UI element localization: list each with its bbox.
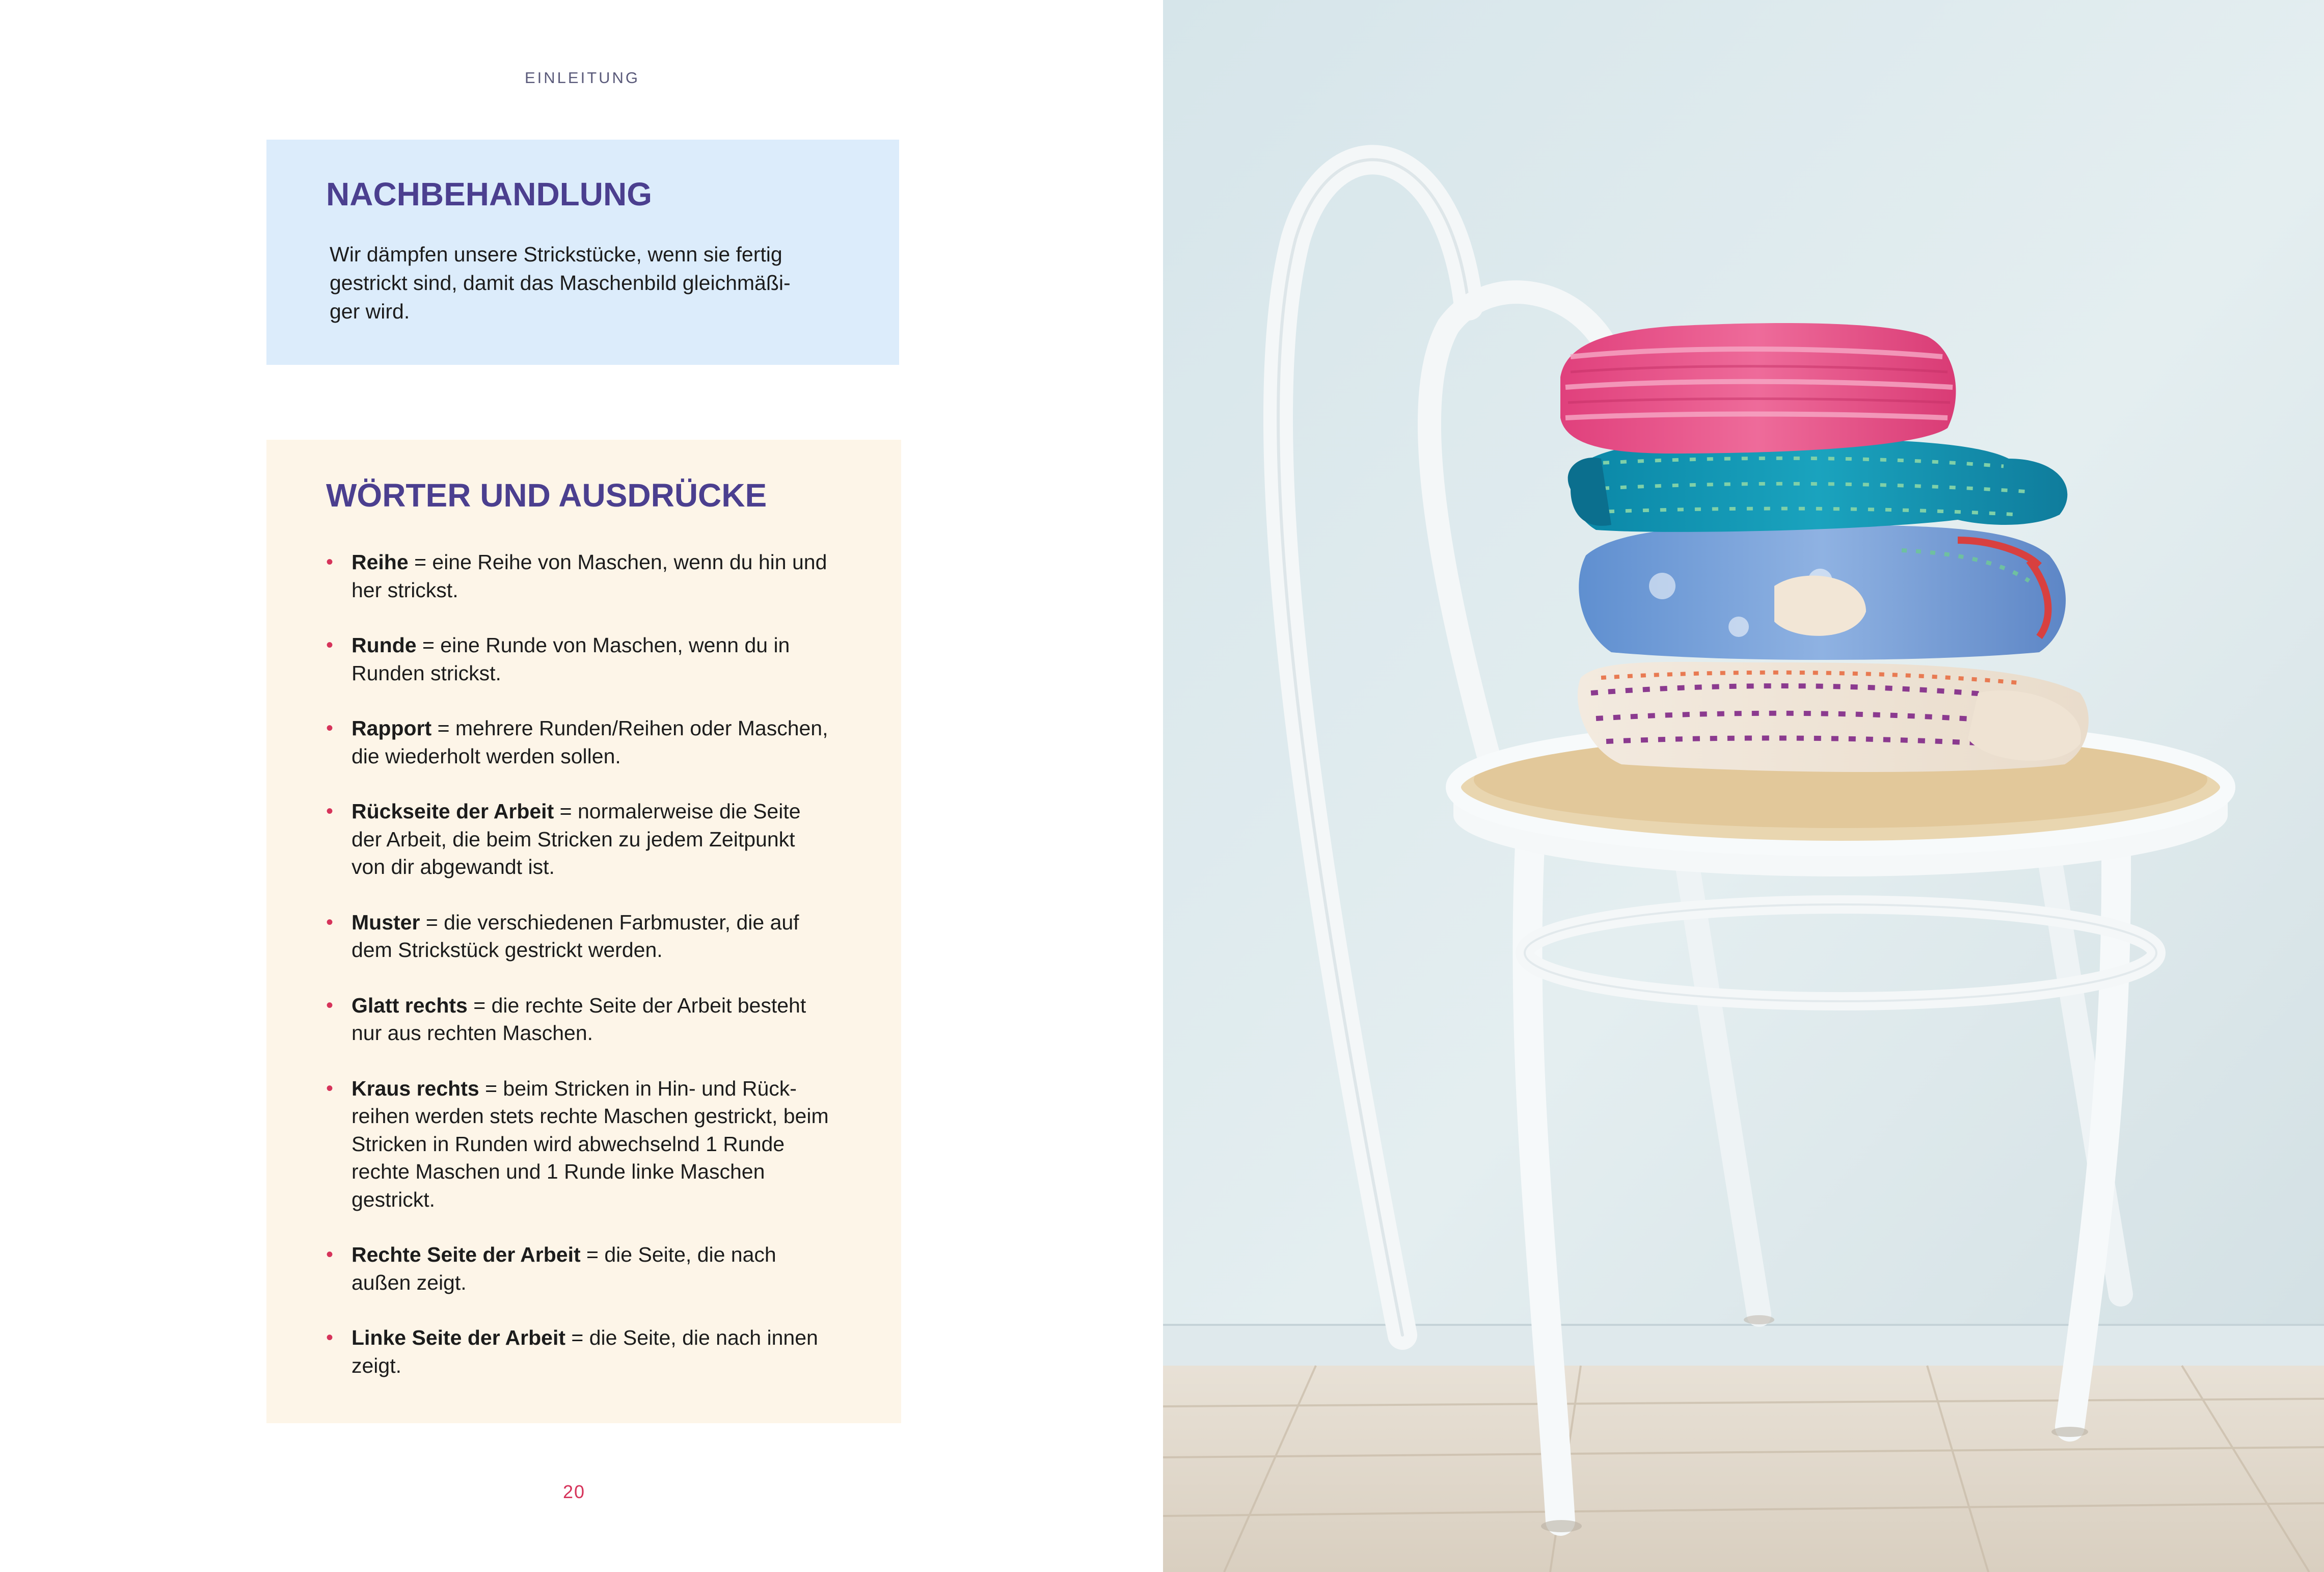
glossary-definition-line: = die Seite, die nach (586, 1243, 776, 1266)
glossary-item (326, 909, 846, 964)
aftercare-line: gestrickt sind, damit das Maschenbild gleichmäßi- (330, 271, 791, 295)
glossary-title: WÖRTER UND AUSDRÜCKE (326, 477, 767, 514)
glossary-definition-line: der Arbeit, die beim Stricken zu jedem Zeitpunkt (352, 827, 795, 851)
glossary-list (326, 548, 846, 1407)
glossary-term: Rapport (352, 716, 432, 740)
aftercare-line: ger wird. (330, 300, 410, 323)
glossary-definition-line: = normalerweise die Seite (559, 800, 801, 823)
glossary-term: Kraus rechts (352, 1076, 479, 1100)
aftercare-text (330, 240, 839, 326)
glossary-definition-line: = eine Reihe von Maschen, wenn du hin und (414, 550, 827, 574)
glossary-term: Linke Seite der Arbeit (352, 1326, 565, 1349)
glossary-definition-line: = die rechte Seite der Arbeit besteht (473, 993, 806, 1017)
glossary-item (326, 714, 846, 770)
photo-illustration (1163, 0, 2324, 1572)
glossary-definition-line: her strickst. (352, 578, 458, 602)
aftercare-box (266, 140, 899, 365)
glossary-definition-line: gestrickt. (352, 1187, 436, 1211)
glossary-definition-line: dem Strickstück gestrickt werden. (352, 938, 663, 962)
glossary-term: Rückseite der Arbeit (352, 800, 554, 823)
glossary-term: Muster (352, 910, 420, 934)
glossary-definition-line: außen zeigt. (352, 1270, 467, 1294)
page-number: 20 (563, 1481, 586, 1502)
glossary-definition-line: rechte Maschen und 1 Runde linke Maschen (352, 1160, 765, 1183)
glossary-item (326, 631, 846, 687)
bullet-icon: • (326, 551, 334, 573)
aftercare-line: Wir dämpfen unsere Strickstücke, wenn sie fertig (330, 243, 782, 266)
glossary-item (326, 797, 846, 881)
glossary-item (326, 992, 846, 1047)
glossary-definition-line: = die Seite, die nach innen (571, 1326, 818, 1349)
glossary-term: Rechte Seite der Arbeit (352, 1243, 581, 1266)
running-head: EINLEITUNG (525, 69, 640, 87)
glossary-definition-line: von dir abgewandt ist. (352, 855, 555, 878)
glossary-item (326, 1324, 846, 1379)
bullet-icon: • (326, 634, 334, 656)
bullet-icon: • (326, 1243, 334, 1266)
glossary-term: Glatt rechts (352, 993, 468, 1017)
bullet-icon: • (326, 994, 334, 1017)
photo-knitwear-on-chair (1163, 0, 2324, 1572)
glossary-definition-line: = beim Stricken in Hin- und Rück- (485, 1076, 797, 1100)
glossary-item (326, 1241, 846, 1296)
bullet-icon: • (326, 1077, 334, 1100)
glossary-item (326, 548, 846, 604)
bullet-icon: • (326, 911, 334, 934)
glossary-definition-line: Stricken in Runden wird abwechselnd 1 Runde (352, 1132, 785, 1156)
glossary-term: Runde (352, 633, 417, 657)
glossary-box (266, 440, 901, 1423)
bullet-icon: • (326, 800, 334, 822)
glossary-definition-line: Runden strickst. (352, 661, 501, 685)
glossary-term: Reihe (352, 550, 409, 574)
aftercare-title: NACHBEHANDLUNG (326, 176, 652, 212)
glossary-definition-line: = mehrere Runden/Reihen oder Maschen, (437, 716, 828, 740)
bullet-icon: • (326, 717, 334, 739)
glossary-item (326, 1075, 846, 1214)
glossary-definition-line: zeigt. (352, 1353, 401, 1377)
glossary-definition-line: = eine Runde von Maschen, wenn du in (422, 633, 790, 657)
glossary-definition-line: = die verschiedenen Farbmuster, die auf (425, 910, 799, 934)
glossary-definition-line: die wiederholt werden sollen. (352, 744, 621, 768)
glossary-definition-line: nur aus rechten Maschen. (352, 1021, 593, 1045)
glossary-definition-line: reihen werden stets rechte Maschen gestrickt, beim (352, 1104, 829, 1128)
bullet-icon: • (326, 1326, 334, 1349)
